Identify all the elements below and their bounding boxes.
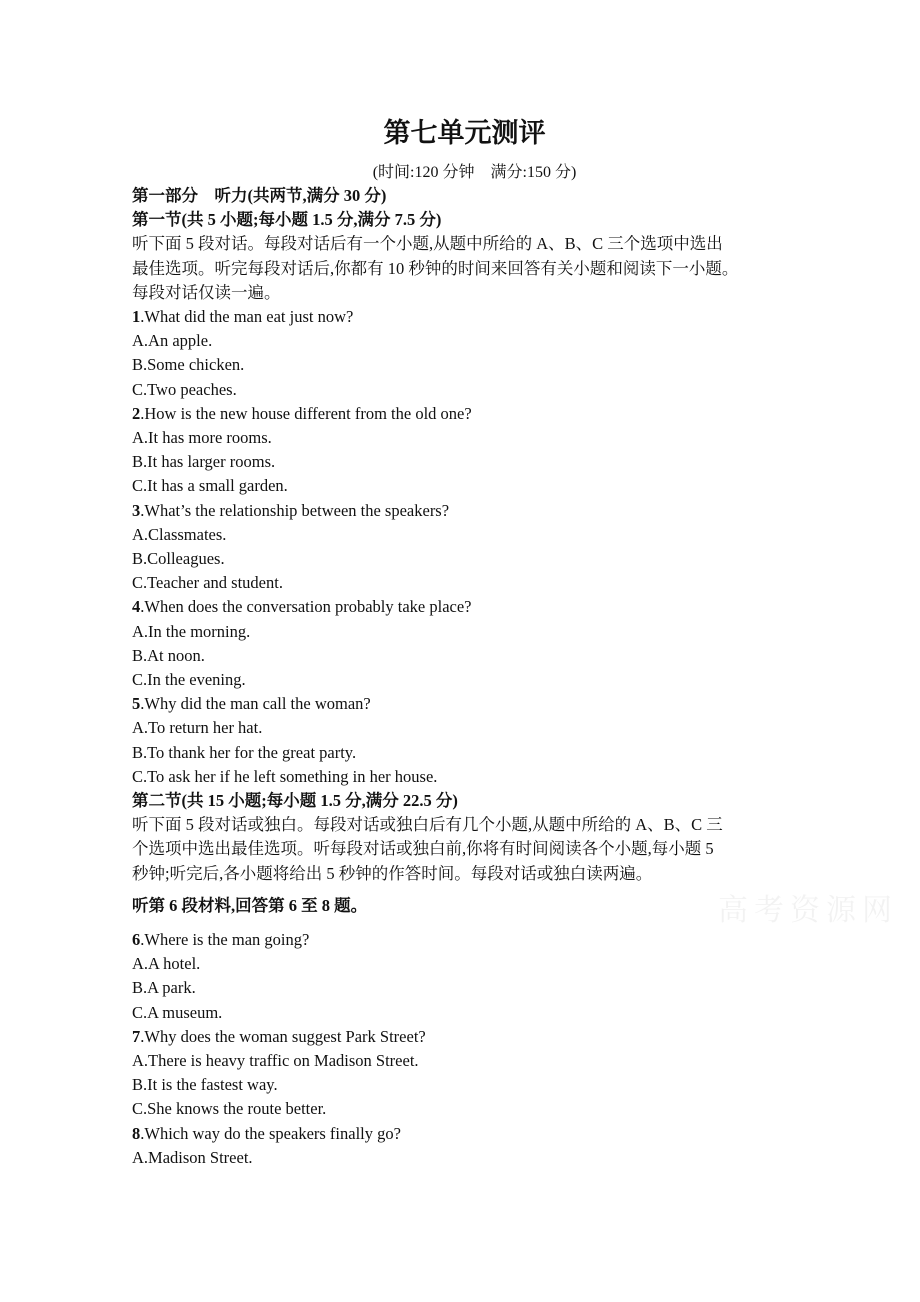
question-number: 6: [132, 929, 141, 949]
section2-instruction-line: 听下面 5 段对话或独白。每段对话或独白后有几个小题,从题中所给的 A、B、C 三: [132, 815, 723, 835]
option-b: B.Colleagues.: [132, 549, 225, 569]
question-text: .What’s the relationship between the speakers?: [140, 500, 450, 520]
option-c: C.Two peaches.: [132, 379, 237, 399]
option-a: A.There is heavy traffic on Madison Street.: [132, 1050, 419, 1070]
option-a: A.Madison Street.: [132, 1147, 253, 1167]
option-a: A.In the morning.: [132, 621, 251, 641]
option-b: B.Some chicken.: [132, 355, 245, 375]
section2-instruction-line: 秒钟;听完后,各小题将给出 5 秒钟的作答时间。每段对话或独白读两遍。: [132, 863, 653, 883]
question-text: .Why does the woman suggest Park Street?: [140, 1026, 426, 1046]
option-c: C.A museum.: [132, 1002, 223, 1022]
question-text: .Which way do the speakers finally go?: [140, 1123, 401, 1143]
question-7: [132, 1025, 797, 1049]
question-text: .What did the man eat just now?: [140, 307, 354, 327]
section1-heading: 第一节(共 5 小题;每小题 1.5 分,满分 7.5 分): [132, 210, 442, 230]
question-5: [132, 692, 797, 716]
question-8: [132, 1122, 797, 1146]
option-b: B.A park.: [132, 978, 196, 998]
question-1: [132, 305, 797, 329]
question-number: 2: [132, 403, 141, 423]
section1-instruction-line: 每段对话仅读一遍。: [132, 282, 281, 302]
question-text: .When does the conversation probably take place?: [140, 597, 472, 617]
question-text: .How is the new house different from the old one?: [140, 403, 472, 423]
question-number: 5: [132, 694, 141, 714]
question-number: 8: [132, 1123, 141, 1143]
question-3: [132, 499, 797, 523]
option-b: B.It is the fastest way.: [132, 1075, 278, 1095]
section2-heading: 第二节(共 15 小题;每小题 1.5 分,满分 22.5 分): [132, 791, 458, 811]
option-b: B.To thank her for the great party.: [132, 742, 357, 762]
option-b: B.At noon.: [132, 645, 205, 665]
option-a: A.Classmates.: [132, 524, 227, 544]
option-c: C.Teacher and student.: [132, 573, 283, 593]
section1-instruction-line: 最佳选项。听完每段对话后,你都有 10 秒钟的时间来回答有关小题和阅读下一小题。: [132, 258, 739, 278]
page-title: 第七单元测评: [383, 118, 546, 149]
option-c: C.It has a small garden.: [132, 476, 288, 496]
option-c: C.She knows the route better.: [132, 1099, 327, 1119]
section2-instruction-line: 个选项中选出最佳选项。听每段对话或独白前,你将有时间阅读各个小题,每小题 5: [132, 839, 714, 859]
option-a: A.A hotel.: [132, 954, 201, 974]
question-text: .Where is the man going?: [140, 929, 310, 949]
part1-heading: 第一部分 听力(共两节,满分 30 分): [132, 186, 387, 205]
document-page: [132, 118, 797, 1170]
question-6: [132, 928, 797, 952]
question-number: 3: [132, 500, 141, 520]
question-number: 1: [132, 307, 141, 327]
option-b: B.It has larger rooms.: [132, 452, 276, 472]
option-a: A.An apple.: [132, 331, 213, 351]
exam-time-score: (时间:120 分钟 满分:150 分): [372, 164, 577, 181]
option-a: A.To return her hat.: [132, 718, 263, 738]
watermark: 高考资源网: [718, 893, 898, 928]
question-number: 4: [132, 597, 141, 617]
option-c: C.In the evening.: [132, 670, 246, 690]
question-number: 7: [132, 1026, 141, 1046]
option-c: C.To ask her if he left something in her house.: [132, 766, 438, 786]
question-4: [132, 595, 797, 619]
option-a: A.It has more rooms.: [132, 428, 272, 448]
section1-instruction-line: 听下面 5 段对话。每段对话后有一个小题,从题中所给的 A、B、C 三个选项中选出: [132, 234, 723, 254]
question-2: [132, 402, 797, 426]
question-text: .Why did the man call the woman?: [140, 694, 371, 714]
material-label: 听第 6 段材料,回答第 6 至 8 题。: [132, 895, 368, 915]
